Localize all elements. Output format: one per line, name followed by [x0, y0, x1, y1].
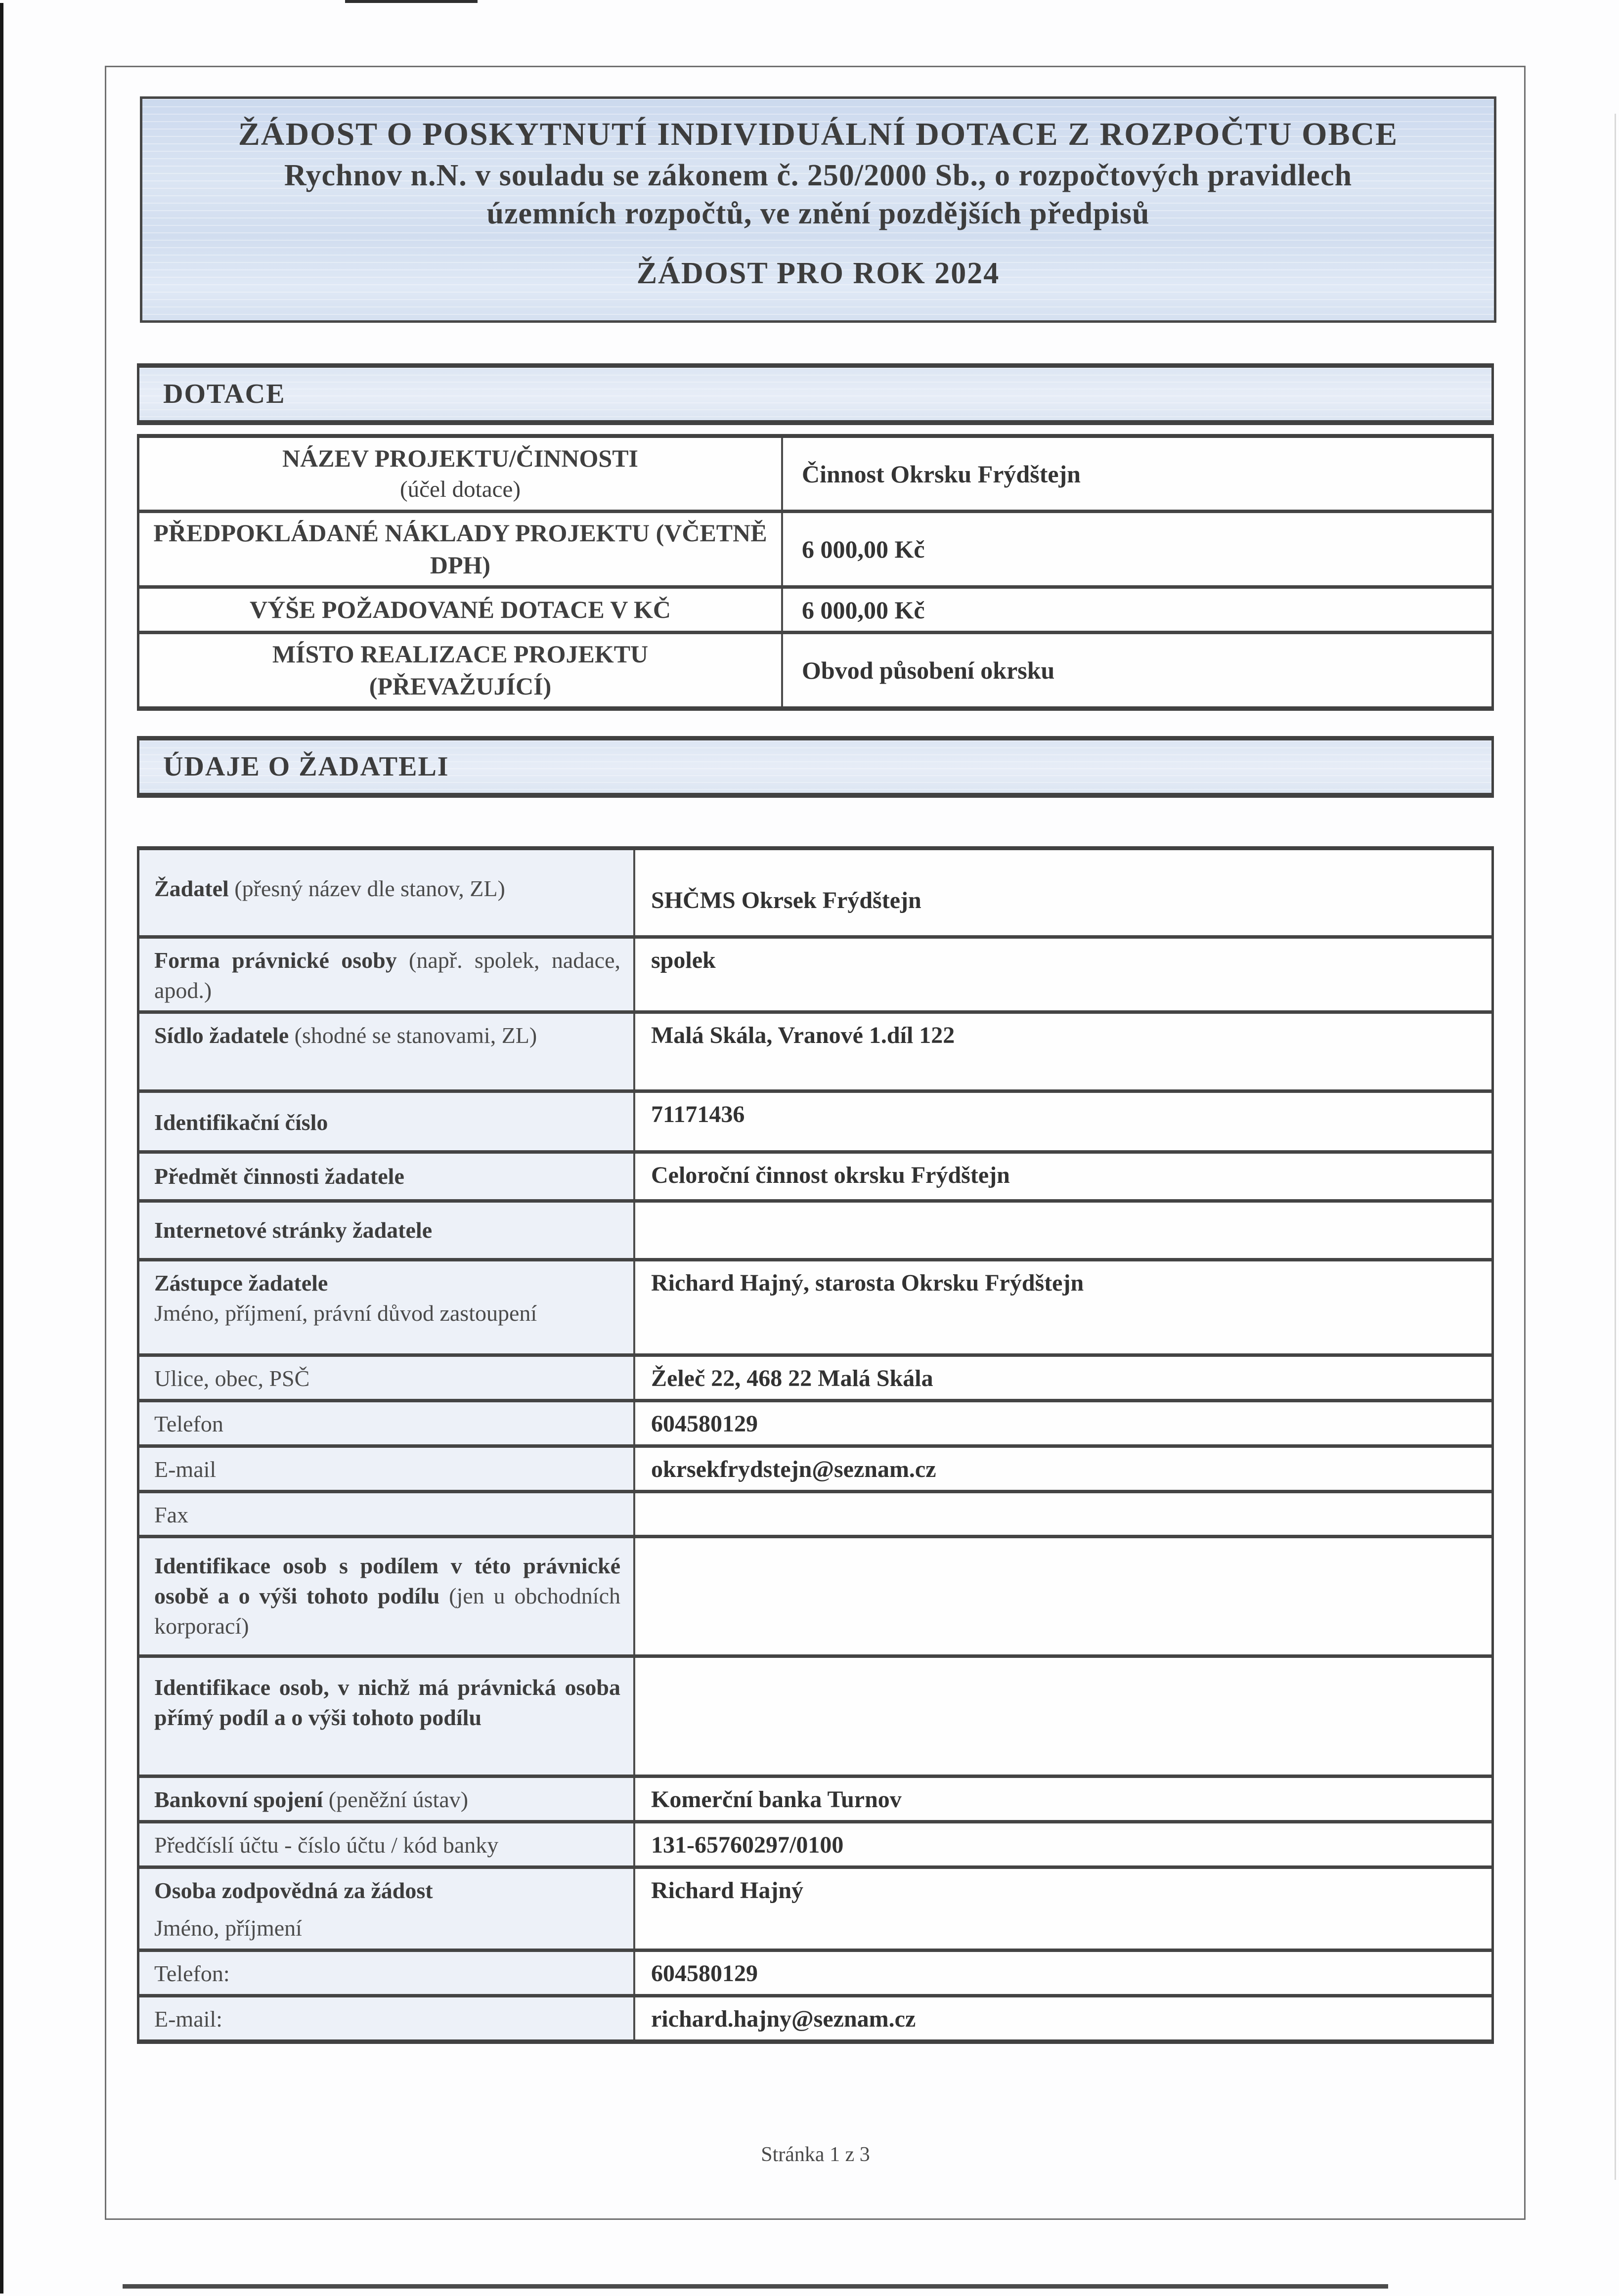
- row-label-note: (přesný název dle stanov, ZL): [234, 876, 505, 901]
- row-label: NÁZEV PROJEKTU/ČINNOSTI (účel dotace): [139, 438, 783, 510]
- table-row: [139, 631, 1491, 706]
- row-value: Celoroční činnost okrsku Frýdštejn: [651, 1162, 1010, 1189]
- row-value: Komerční banka Turnov: [651, 1786, 902, 1813]
- row-label: Žadatel (přesný název dle stanov, ZL): [139, 850, 635, 935]
- row-value: 604580129: [651, 1960, 758, 1987]
- row-value: 71171436: [651, 1101, 745, 1128]
- row-label: Ulice, obec, PSČ: [139, 1357, 635, 1399]
- form-title-year: ŽÁDOST PRO ROK 2024: [636, 257, 1000, 290]
- row-label-note: (shodné se stanovami, ZL): [294, 1023, 537, 1048]
- zadatel-table: [137, 846, 1494, 2044]
- scan-edge-left: [0, 3, 3, 2294]
- row-label: E-mail:: [139, 1997, 635, 2039]
- scan-edge-right: [1615, 114, 1616, 2180]
- table-row: [139, 1775, 1491, 1820]
- row-value: Želeč 22, 468 22 Malá Skála: [651, 1365, 933, 1392]
- row-label: Identifikace osob, v nichž má právnická osoba přímý podíl a o výši tohoto podílu: [139, 1658, 635, 1775]
- row-value: SHČMS Okrsek Frýdštejn: [651, 887, 921, 913]
- scan-edge-top: [345, 0, 478, 3]
- row-value: [635, 1493, 1491, 1535]
- table-row: [139, 438, 1491, 510]
- scan-edge-bottom: [123, 2284, 1388, 2289]
- row-label: Sídlo žadatele (shodné se stanovami, ZL): [139, 1014, 635, 1089]
- row-value: [635, 1538, 1491, 1654]
- table-row: [139, 1399, 1491, 1444]
- row-label: Internetové stránky žadatele: [139, 1203, 635, 1258]
- form-title-line-3: územních rozpočtů, ve znění pozdějších předpisů: [486, 197, 1150, 230]
- table-row: [139, 1535, 1491, 1654]
- table-row: [139, 1949, 1491, 1994]
- form-title-line-2: Rychnov n.N. v souladu se zákonem č. 250/2000 Sb., o rozpočtových pravidlech: [284, 159, 1353, 192]
- table-row: [139, 585, 1491, 631]
- row-label: PŘEDPOKLÁDANÉ NÁKLADY PROJEKTU (VČETNĚ DPH): [139, 513, 783, 585]
- row-label: Osoba zodpovědná za žádost Jméno, příjmení: [139, 1869, 635, 1949]
- row-value: 6 000,00 Kč: [802, 535, 925, 563]
- row-label-note: (jen u obchodních korporací): [154, 1583, 620, 1639]
- row-value: 131-65760297/0100: [651, 1832, 844, 1859]
- row-label: Identifikační číslo: [139, 1093, 635, 1150]
- table-row: [139, 1994, 1491, 2039]
- row-value: Činnost Okrsku Frýdštejn: [802, 460, 1081, 488]
- row-label: Telefon:: [139, 1952, 635, 1994]
- form-title-line-1: ŽÁDOST O POSKYTNUTÍ INDIVIDUÁLNÍ DOTACE Z ROZPOČTU OBCE: [238, 116, 1399, 152]
- row-label: E-mail: [139, 1448, 635, 1490]
- row-label: VÝŠE POŽADOVANÉ DOTACE V KČ: [139, 589, 783, 631]
- row-label: Předmět činnosti žadatele: [139, 1154, 635, 1199]
- table-row: [139, 1353, 1491, 1399]
- row-label-note: (peněžní ústav): [328, 1787, 469, 1813]
- table-row: [139, 1490, 1491, 1535]
- row-label: Předčíslí účtu - číslo účtu / kód banky: [139, 1823, 635, 1865]
- table-row: [139, 1654, 1491, 1775]
- row-label: Forma právnické osoby (např. spolek, nadace, apod.): [139, 939, 635, 1010]
- page-number: Stránka 1 z 3: [761, 2143, 870, 2166]
- row-value: 6 000,00 Kč: [802, 596, 925, 624]
- row-value: [635, 1203, 1491, 1258]
- row-label-note: Jméno, příjmení: [154, 1915, 302, 1941]
- table-row: [139, 1010, 1491, 1089]
- row-label: Bankovní spojení (peněžní ústav): [139, 1778, 635, 1820]
- table-row: [139, 510, 1491, 585]
- section-header-dotace: [137, 363, 1494, 425]
- row-label: Telefon: [139, 1402, 635, 1444]
- row-label: Zástupce žadatele Jméno, příjmení, právní důvod zastoupení: [139, 1261, 635, 1353]
- table-row: [139, 1150, 1491, 1199]
- form-title-box: [140, 96, 1496, 323]
- row-label-note: (např. spolek, nadace, apod.): [154, 948, 620, 1003]
- section-title: ÚDAJE O ŽADATELI: [163, 751, 449, 782]
- section-header-zadatel: [137, 736, 1494, 798]
- table-row: [139, 1258, 1491, 1353]
- table-row: [139, 1089, 1491, 1150]
- row-label-note: Jméno, příjmení, právní důvod zastoupení: [154, 1300, 537, 1326]
- row-value: [635, 1658, 1491, 1775]
- row-value: 604580129: [651, 1411, 758, 1437]
- table-row: [139, 935, 1491, 1010]
- table-row: [139, 1820, 1491, 1865]
- row-label: Identifikace osob s podílem v této právnické osobě a o výši tohoto podílu (jen u obchodních korporací): [139, 1538, 635, 1654]
- table-row: [139, 1865, 1491, 1949]
- row-label: Fax: [139, 1493, 635, 1535]
- table-row: [139, 1199, 1491, 1258]
- row-label: MÍSTO REALIZACE PROJEKTU (PŘEVAŽUJÍCÍ): [139, 634, 783, 706]
- table-row: [139, 1444, 1491, 1490]
- row-value: okrsekfrydstejn@seznam.cz: [651, 1456, 936, 1482]
- row-value: Obvod působení okrsku: [802, 656, 1055, 684]
- row-value: Malá Skála, Vranové 1.díl 122: [651, 1022, 955, 1049]
- row-value: richard.hajny@seznam.cz: [651, 2005, 916, 2032]
- row-value: spolek: [651, 947, 716, 973]
- dotace-table: [137, 434, 1494, 711]
- row-label-note: (účel dotace): [400, 477, 521, 503]
- row-value: Richard Hajný, starosta Okrsku Frýdštejn: [651, 1270, 1084, 1297]
- table-row: [139, 850, 1491, 935]
- section-title: DOTACE: [163, 379, 286, 409]
- row-label-note: (PŘEVAŽUJÍCÍ): [369, 672, 552, 700]
- row-value: Richard Hajný: [651, 1877, 804, 1904]
